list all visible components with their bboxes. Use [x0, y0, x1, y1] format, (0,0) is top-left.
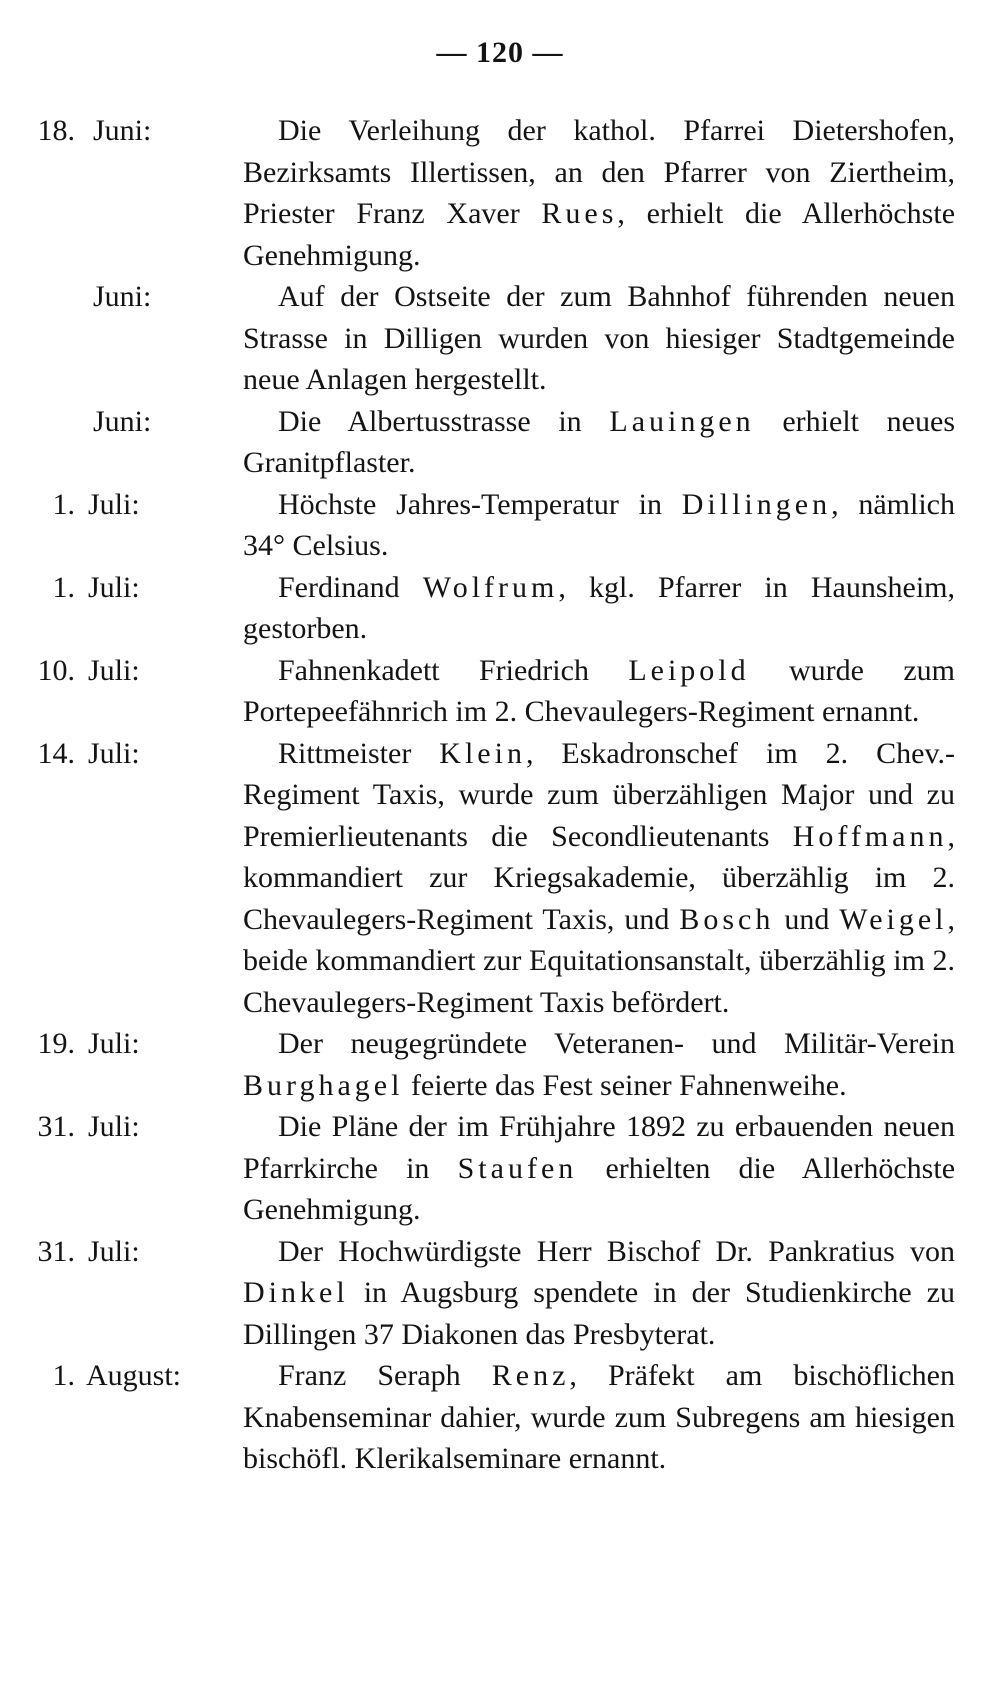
entry-month: Juni: [93, 404, 152, 438]
entry-text-segment: in Augsburg spendete in der Studienkirche zu Dillingen 37 Diakonen das Presbyterat. [243, 1276, 955, 1351]
entry-day: 14. [37, 736, 75, 770]
spaced-name: Leipold [628, 653, 750, 687]
entry-text-segment: , erhielt die Allerhöchste Genehmigung. [243, 197, 956, 272]
entry-month: Juli: [88, 1110, 140, 1143]
chronicle-entry [0, 1231, 1000, 1356]
entry-text-segment: feierte das Fest seiner Fahnenweihe. [403, 1068, 847, 1102]
spaced-name: Weigel [839, 902, 948, 936]
entry-text [243, 650, 955, 733]
entry-text-segment: Der neugegründete Veteranen- und Militär-Verein [278, 1027, 955, 1060]
page-number: — 120 — [436, 36, 564, 69]
entry-text-segment: Rittmeister [278, 736, 440, 770]
chronicle-entry [0, 401, 1000, 484]
entry-text-segment: , kgl. Pfarrer in Haunsheim, gestorben. [243, 570, 955, 645]
entry-text-segment: , kommandiert zur Kriegsakademie, überzählig im 2. Chevaulegers-Regiment Taxis, und [243, 819, 955, 936]
entry-text-segment: Der Hochwürdigste Herr Bischof Dr. Pankratius von [278, 1234, 955, 1268]
entry-text-segment: Auf der Ostseite der zum Bahnhof führenden neuen Strasse in Dilligen wurden von hiesiger Stadtgemeinde neue Anlagen hergestellt. [243, 280, 955, 396]
chronicle-entry [0, 650, 1000, 733]
entry-month: Juli: [88, 1027, 140, 1060]
entry-month: Juni: [93, 280, 152, 313]
entry-text [243, 1106, 955, 1231]
spaced-name: Dillingen [681, 487, 832, 521]
entry-day: 1. [52, 487, 75, 521]
chronicle-entry [0, 1355, 1000, 1480]
entry-day: 1. [52, 1359, 75, 1392]
entry-month: Juli: [88, 1234, 140, 1268]
spaced-name: Lauingen [609, 404, 755, 438]
spaced-name: Rues [541, 197, 618, 230]
entry-text [243, 484, 955, 567]
entry-month: Juli: [88, 487, 140, 521]
entry-month: Juli: [88, 570, 140, 604]
entry-day: 19. [37, 1027, 75, 1060]
spaced-name: Klein [439, 736, 526, 770]
chronicle-entry [0, 567, 1000, 650]
entry-text [243, 1023, 955, 1106]
entry-text-segment: , nämlich 34° Celsius. [243, 487, 955, 562]
entry-text-segment: Höchste Jahres-Temperatur in [278, 487, 682, 521]
chronicle-entries [0, 110, 1000, 1480]
entry-month: Juli: [88, 653, 140, 687]
spaced-name: Hoffmann [792, 819, 948, 853]
spaced-name: Renz [491, 1359, 570, 1392]
entry-text-segment: erhielt neues Granitpflaster. [243, 404, 955, 479]
chronicle-entry [0, 484, 1000, 567]
chronicle-entry [0, 1106, 1000, 1231]
chronicle-entry [0, 733, 1000, 1024]
entry-text [243, 401, 955, 484]
spaced-name: Wolfrum [422, 570, 559, 604]
spaced-name: Dinkel [243, 1276, 349, 1309]
entry-text-segment: Die Verleihung der kathol. Pfarrei Dietershofen, Bezirksamts Illertissen, an den Pfarrer von Ziertheim, Priester Franz Xaver [243, 114, 955, 230]
entry-text-segment: Ferdinand [278, 570, 423, 604]
entry-text-segment: erhielten die Allerhöchste Genehmigung. [243, 1151, 956, 1226]
chronicle-entry [0, 110, 1000, 276]
entry-text [243, 567, 955, 650]
entry-day: 18. [37, 114, 75, 147]
entry-text-segment: Franz Seraph [278, 1359, 492, 1392]
entry-text-segment: , beide kommandiert zur Equitationsanstalt, überzählig im 2. Chevaulegers-Regiment Taxis befördert. [243, 902, 956, 1019]
entry-text [243, 733, 955, 1024]
entry-text-segment: und [774, 902, 840, 936]
entry-text-segment: Die Albertusstrasse in [278, 404, 610, 438]
entry-text [243, 276, 955, 401]
entry-month: Juli: [88, 736, 140, 770]
entry-day: 31. [37, 1234, 75, 1268]
chronicle-entry [0, 1023, 1000, 1106]
entry-text-segment: , Eskadronschef im 2. Chev.-Regiment Taxis, wurde zum überzähligen Major und zu Premierlieutenants die Secondlieutenants [243, 736, 955, 853]
entry-text-segment: Fahnenkadett Friedrich [278, 653, 629, 687]
spaced-name: Staufen [457, 1151, 578, 1185]
entry-day: 10. [37, 653, 75, 687]
entry-text [243, 110, 955, 276]
entry-day: 1. [52, 570, 75, 604]
entry-month: August: [86, 1359, 182, 1392]
spaced-name: Burghagel [243, 1068, 404, 1102]
entry-month: Juni: [93, 114, 152, 147]
entry-text-segment: Die Pläne der im Frühjahre 1892 zu erbauenden neuen Pfarrkirche in [243, 1110, 955, 1185]
entry-text [243, 1231, 955, 1356]
entry-text [243, 1355, 955, 1480]
spaced-name: Bosch [679, 902, 775, 936]
entry-day: 31. [37, 1110, 75, 1143]
entry-text-segment: wurde zum Portepeefähnrich im 2. Chevaulegers-Regiment ernannt. [243, 653, 955, 728]
entry-text-segment: , Präfekt am bischöflichen Knabenseminar dahier, wurde zum Subregens am hiesigen bischöfl. Klerikalseminare ernannt. [243, 1359, 955, 1475]
chronicle-entry [0, 276, 1000, 401]
